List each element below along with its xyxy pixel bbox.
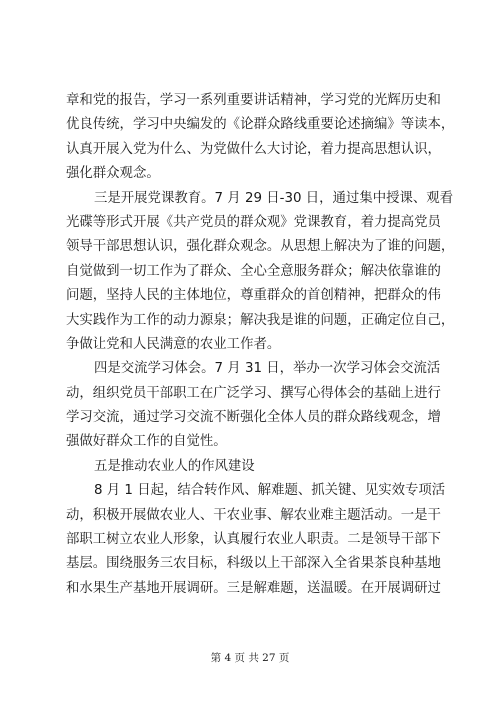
text-line: 认真开展入党为什么、为党做什么大讨论，着力提高思想认识， <box>66 141 441 157</box>
paragraph-2 <box>66 187 455 358</box>
text-line: 和水果生产基地开展调研。三是解难题，送温暖。在开展调研过 <box>66 580 441 596</box>
text-line: 动，积极开展做农业人、干农业事、解农业难主题活动。一是干 <box>66 507 441 523</box>
text-line: 部职工树立农业人形象，认真履行农业人职责。二是领导干部下 <box>66 532 441 548</box>
text-line: 光碟等形式开展《共产党员的群众观》党课教育，着力提高党员 <box>66 214 441 230</box>
text-line: 8 月 1 日起，结合转作风、解难题、抓关键、见实效专项活 <box>94 483 446 499</box>
paragraph-5 <box>66 479 446 601</box>
text-line: 学习交流，通过学习交流不断强化全体人员的群众路线观念，增 <box>66 410 441 426</box>
page-footer: 第 4 页 共 27 页 <box>210 652 290 664</box>
section-heading: 五是推动农业人的作风建设 <box>94 458 255 474</box>
text-line: 领导干部思想认识，强化群众观念。从思想上解决为了谁的问题， <box>66 239 455 255</box>
text-line: 基层。围绕服务三农目标，科级以上干部深入全省果茶良种基地 <box>66 556 441 572</box>
text-line: 优良传统，学习中央编发的《论群众路线重要论述摘编》等读本， <box>66 117 455 133</box>
document-body <box>66 89 455 601</box>
paragraph-1 <box>66 89 455 187</box>
text-line: 大实践作为工作的动力源泉；解决我是谁的问题，正确定位自己， <box>66 312 455 328</box>
text-line: 强做好群众工作的自觉性。 <box>66 434 227 450</box>
text-line: 问题，坚持人民的主体地位，尊重群众的首创精神，把群众的伟 <box>66 288 441 304</box>
text-line: 四是交流学习体会。7 月 31 日，举办一次学习体会交流活 <box>94 361 441 377</box>
text-line: 三是开展党课教育。7 月 29 日-30 日，通过集中授课、观看 <box>94 190 454 206</box>
text-line: 强化群众观念。 <box>66 166 160 182</box>
text-line: 争做让党和人民满意的农业工作者。 <box>66 336 281 352</box>
text-line: 动，组织党员干部职工在广泛学习、撰写心得体会的基础上进行 <box>66 385 441 401</box>
text-line: 自觉做到一切工作为了群众、全心全意服务群众；解决依靠谁的 <box>66 263 441 279</box>
text-line: 章和党的报告，学习一系列重要讲话精神，学习党的光辉历史和 <box>66 93 441 108</box>
paragraph-3 <box>66 357 441 455</box>
